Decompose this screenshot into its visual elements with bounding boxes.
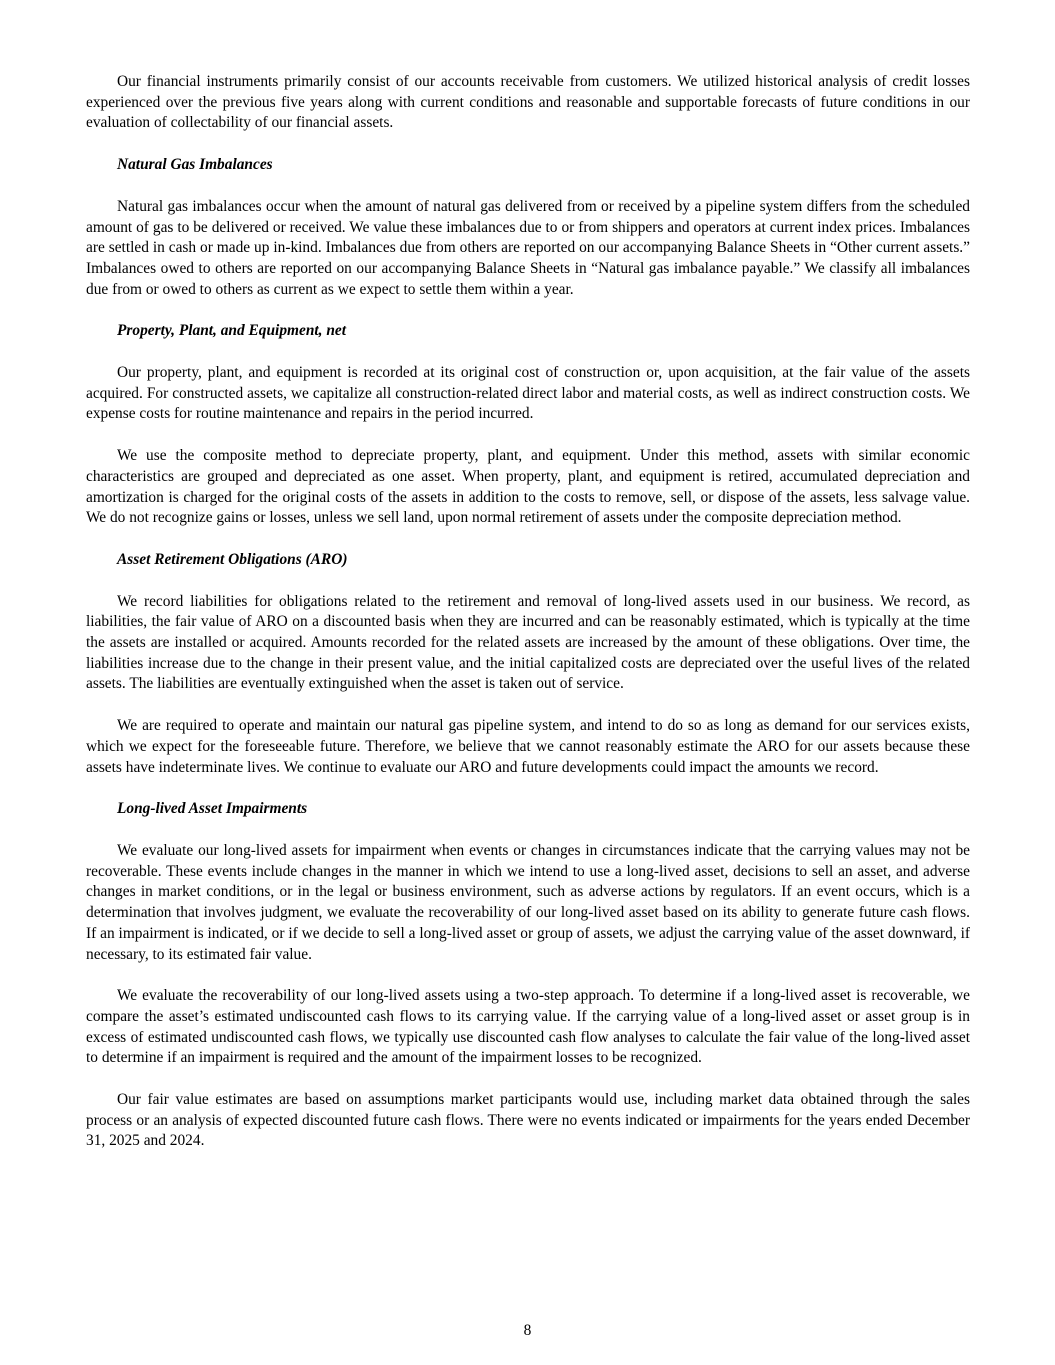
- page-number: 8: [523, 1322, 532, 1339]
- paragraph-impairment-evaluation: We evaluate our long-lived assets for impairment when events or changes in circumstances indicate that the carrying values may not be recoverable. These events include changes in the manner in which we intend to use a long-lived asset, decisions to sell an asset, and adverse changes in market conditions, or in the legal or business environment, such as adverse actions by regulators. If an event occurs, which is a determination that involves judgment, we evaluate the recoverability of our long-lived asset based on its ability to generate future cash flows. If an impairment is indicated, or if we decide to sell a long-lived asset or group of assets, we adjust the carrying value of the asset downward, if necessary, to its estimated fair value.: [86, 841, 970, 963]
- paragraph-ppe-recording: Our property, plant, and equipment is recorded at its original cost of construction or, upon acquisition, at the fair value of the assets acquired. For constructed assets, we capitalize all construction-related direct labor and material costs, as well as indirect construction costs. We expense costs for routine maintenance and repairs in the period incurred.: [86, 364, 970, 423]
- heading-property-plant-equipment: Property, Plant, and Equipment, net: [117, 322, 347, 340]
- paragraph-aro-estimation: We are required to operate and maintain our natural gas pipeline system, and intend to do so as long as demand for our services exists, which we expect for the foreseeable future. Therefore, we believe that we cannot reasonably estimate the ARO for our assets because these assets have indeterminate lives. We continue to evaluate our ARO and future developments could impact the amounts we record.: [86, 717, 970, 776]
- heading-natural-gas-imbalances: Natural Gas Imbalances: [117, 156, 273, 174]
- paragraph-impairment-recoverability: We evaluate the recoverability of our long-lived assets using a two-step approach. To determine if a long-lived asset is recoverable, we compare the asset’s estimated undiscounted cash flows to its carrying value. If the carrying value of a long-lived asset or asset group is in excess of estimated undiscounted cash flows, we typically use discounted cash flow analyses to calculate the fair value of the long-lived asset to determine if an impairment is required and the amount of the impairment losses to be recognized.: [86, 987, 970, 1067]
- heading-long-lived-asset-impairments: Long-lived Asset Impairments: [117, 800, 308, 818]
- paragraph-aro-liabilities: We record liabilities for obligations related to the retirement and removal of long-lived assets used in our business. We record, as liabilities, the fair value of ARO on a discounted basis when they are incurred and can be reasonably estimated, which is typically at the time the assets are installed or acquired. Amounts recorded for the related assets are increased by the amount of these obligations. Over time, the liabilities increase due to the change in their present value, and the initial capitalized costs are depreciated over the useful lives of the related assets. The liabilities are eventually extinguished when the asset is taken out of service.: [86, 592, 970, 693]
- heading-asset-retirement-obligations: Asset Retirement Obligations (ARO): [117, 550, 348, 568]
- paragraph-fair-value-estimates: Our fair value estimates are based on assumptions market participants would use, including market data obtained through the sales process or an analysis of expected discounted future cash flows. There were no events indicated or impairments for the years ended December 31, 2025 and 2024.: [86, 1091, 970, 1150]
- document-body: [86, 72, 970, 1173]
- paragraph-natural-gas-imbalances: Natural gas imbalances occur when the amount of natural gas delivered from or received by a pipeline system differs from the scheduled amount of gas to be delivered or received. We value these imbalances due to or from shippers and operators at current index prices. Imbalances are settled in cash or made up in-kind. Imbalances due from others are reported on our accompanying Balance Sheets in “Other current assets.” Imbalances owed to others are reported on our accompanying Balance Sheets in “Natural gas imbalance payable.” We classify all imbalances due from or owed to others as current as we expect to settle them within a year.: [86, 197, 970, 298]
- paragraph-ppe-depreciation: We use the composite method to depreciate property, plant, and equipment. Under this method, assets with similar economic characteristics are grouped and depreciated as one asset. When property, plant, and equipment is retired, accumulated depreciation and amortization is charged for the original costs of the assets in addition to the costs to remove, sell, or dispose of the assets, less salvage value. We do not recognize gains or losses, unless we sell land, upon normal retirement of assets under the composite depreciation method.: [86, 447, 970, 527]
- paragraph-financial-instruments: Our financial instruments primarily consist of our accounts receivable from customers. We utilized historical analysis of credit losses experienced over the previous five years along with current conditions and reasonable and supportable forecasts of future conditions in our evaluation of collectability of our financial assets.: [86, 73, 970, 132]
